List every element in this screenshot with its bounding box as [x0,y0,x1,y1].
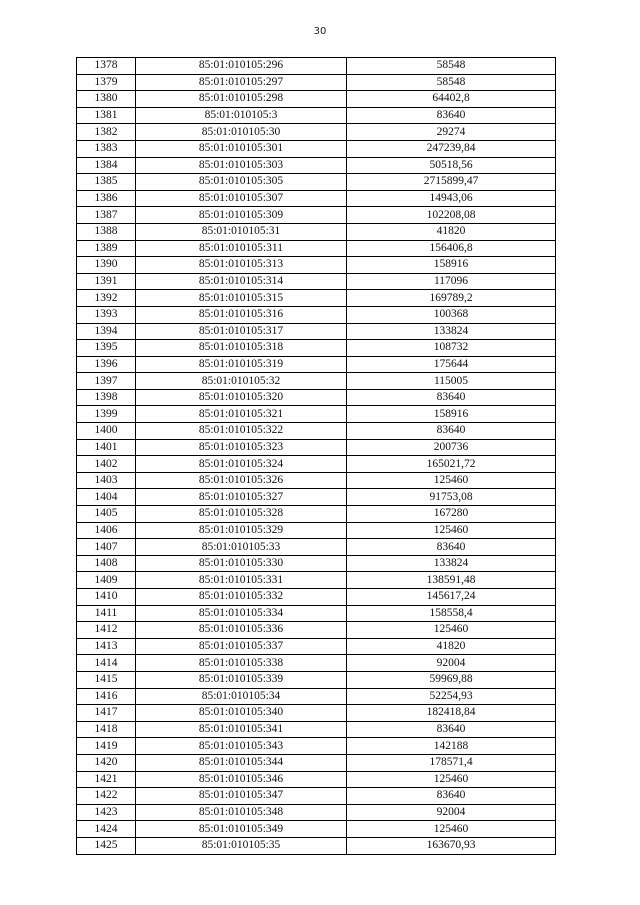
cadastral-number-cell: 85:01:010105:339 [136,671,347,688]
value-cell: 138591,48 [347,572,556,589]
row-number-cell: 1417 [77,705,136,722]
row-number-cell: 1395 [77,340,136,357]
cadastral-number-cell: 85:01:010105:32 [136,373,347,390]
value-cell: 182418,84 [347,705,556,722]
row-number-cell: 1422 [77,788,136,805]
page-number: 30 [313,26,327,37]
cadastral-number-cell: 85:01:010105:322 [136,423,347,440]
row-number-cell: 1397 [77,373,136,390]
row-number-cell: 1390 [77,257,136,274]
row-number-cell: 1378 [77,58,136,75]
value-cell: 108732 [347,340,556,357]
table-row [77,406,556,423]
value-cell: 14943,06 [347,190,556,207]
table-row [77,555,556,572]
row-number-cell: 1406 [77,522,136,539]
row-number-cell: 1402 [77,456,136,473]
value-cell: 83640 [347,721,556,738]
cadastral-number-cell: 85:01:010105:332 [136,589,347,606]
cadastral-number-cell: 85:01:010105:324 [136,456,347,473]
table-row [77,506,556,523]
cadastral-number-cell: 85:01:010105:317 [136,323,347,340]
row-number-cell: 1423 [77,804,136,821]
table-row [77,472,556,489]
value-cell: 200736 [347,439,556,456]
cadastral-number-cell: 85:01:010105:314 [136,273,347,290]
value-cell: 169789,2 [347,290,556,307]
row-number-cell: 1408 [77,555,136,572]
value-cell: 102208,08 [347,207,556,224]
cadastral-number-cell: 85:01:010105:30 [136,124,347,141]
table-row [77,389,556,406]
value-cell: 142188 [347,738,556,755]
row-number-cell: 1391 [77,273,136,290]
row-number-cell: 1386 [77,190,136,207]
cadastral-number-cell: 85:01:010105:297 [136,74,347,91]
cadastral-number-cell: 85:01:010105:298 [136,91,347,108]
table-row [77,456,556,473]
cadastral-number-cell: 85:01:010105:315 [136,290,347,307]
cadastral-number-cell: 85:01:010105:347 [136,788,347,805]
value-cell: 83640 [347,389,556,406]
table-row [77,323,556,340]
row-number-cell: 1415 [77,671,136,688]
row-number-cell: 1410 [77,589,136,606]
row-number-cell: 1425 [77,837,136,854]
value-cell: 2715899,47 [347,174,556,191]
value-cell: 100368 [347,306,556,323]
row-number-cell: 1414 [77,655,136,672]
cadastral-number-cell: 85:01:010105:348 [136,804,347,821]
table-row [77,290,556,307]
table-row [77,257,556,274]
value-cell: 52254,93 [347,688,556,705]
row-number-cell: 1389 [77,240,136,257]
row-number-cell: 1401 [77,439,136,456]
value-cell: 158558,4 [347,605,556,622]
table-row [77,489,556,506]
cadastral-number-cell: 85:01:010105:316 [136,306,347,323]
row-number-cell: 1400 [77,423,136,440]
cadastral-number-cell: 85:01:010105:301 [136,140,347,157]
row-number-cell: 1396 [77,356,136,373]
cadastral-number-cell: 85:01:010105:341 [136,721,347,738]
cadastral-number-cell: 85:01:010105:334 [136,605,347,622]
value-cell: 145617,24 [347,589,556,606]
value-cell: 41820 [347,223,556,240]
value-cell: 133824 [347,555,556,572]
value-cell: 29274 [347,124,556,141]
cadastral-number-cell: 85:01:010105:33 [136,539,347,556]
cadastral-number-cell: 85:01:010105:319 [136,356,347,373]
value-cell: 247239,84 [347,140,556,157]
cadastral-number-cell: 85:01:010105:346 [136,771,347,788]
row-number-cell: 1392 [77,290,136,307]
table-row [77,124,556,141]
cadastral-number-cell: 85:01:010105:296 [136,58,347,75]
table-row [77,190,556,207]
table-row [77,705,556,722]
value-cell: 175644 [347,356,556,373]
row-number-cell: 1403 [77,472,136,489]
row-number-cell: 1388 [77,223,136,240]
value-cell: 133824 [347,323,556,340]
table-row [77,688,556,705]
value-cell: 125460 [347,472,556,489]
value-cell: 59969,88 [347,671,556,688]
table-row [77,340,556,357]
cadastral-number-cell: 85:01:010105:327 [136,489,347,506]
row-number-cell: 1407 [77,539,136,556]
table-row [77,655,556,672]
table-row [77,273,556,290]
value-cell: 178571,4 [347,754,556,771]
cadastral-number-cell: 85:01:010105:318 [136,340,347,357]
table-row [77,423,556,440]
cadastral-number-cell: 85:01:010105:336 [136,622,347,639]
table-row [77,306,556,323]
cadastral-number-cell: 85:01:010105:305 [136,174,347,191]
table-row [77,589,556,606]
table-row [77,754,556,771]
cadastral-number-cell: 85:01:010105:323 [136,439,347,456]
table-row [77,522,556,539]
cadastral-number-cell: 85:01:010105:320 [136,389,347,406]
row-number-cell: 1411 [77,605,136,622]
row-number-cell: 1413 [77,638,136,655]
row-number-cell: 1399 [77,406,136,423]
cadastral-number-cell: 85:01:010105:340 [136,705,347,722]
cadastral-number-cell: 85:01:010105:311 [136,240,347,257]
row-number-cell: 1398 [77,389,136,406]
row-number-cell: 1384 [77,157,136,174]
row-number-cell: 1393 [77,306,136,323]
table-row [77,58,556,75]
value-cell: 125460 [347,771,556,788]
table-row [77,107,556,124]
cadastral-number-cell: 85:01:010105:34 [136,688,347,705]
table-row [77,638,556,655]
value-cell: 58548 [347,74,556,91]
table-row [77,439,556,456]
value-cell: 83640 [347,539,556,556]
table-row [77,837,556,854]
value-cell: 115005 [347,373,556,390]
cadastral-number-cell: 85:01:010105:313 [136,257,347,274]
row-number-cell: 1405 [77,506,136,523]
table-row [77,91,556,108]
cadastral-number-cell: 85:01:010105:309 [136,207,347,224]
cadastral-number-cell: 85:01:010105:349 [136,821,347,838]
value-cell: 64402,8 [347,91,556,108]
cadastral-number-cell: 85:01:010105:326 [136,472,347,489]
value-cell: 125460 [347,622,556,639]
row-number-cell: 1420 [77,754,136,771]
row-number-cell: 1416 [77,688,136,705]
value-cell: 167280 [347,506,556,523]
value-cell: 163670,93 [347,837,556,854]
value-cell: 83640 [347,788,556,805]
row-number-cell: 1419 [77,738,136,755]
table-row [77,788,556,805]
table-row [77,207,556,224]
table-row [77,373,556,390]
table-row [77,804,556,821]
cadastral-number-cell: 85:01:010105:337 [136,638,347,655]
value-cell: 92004 [347,655,556,672]
row-number-cell: 1387 [77,207,136,224]
row-number-cell: 1404 [77,489,136,506]
table-row [77,74,556,91]
table-row [77,572,556,589]
value-cell: 91753,08 [347,489,556,506]
row-number-cell: 1385 [77,174,136,191]
table-row [77,539,556,556]
row-number-cell: 1418 [77,721,136,738]
table-row [77,240,556,257]
cadastral-number-cell: 85:01:010105:321 [136,406,347,423]
value-cell: 41820 [347,638,556,655]
table-row [77,622,556,639]
cadastral-number-cell: 85:01:010105:31 [136,223,347,240]
value-cell: 117096 [347,273,556,290]
cadastral-table [76,57,556,855]
table-row [77,771,556,788]
value-cell: 165021,72 [347,456,556,473]
cadastral-number-cell: 85:01:010105:3 [136,107,347,124]
value-cell: 83640 [347,107,556,124]
cadastral-number-cell: 85:01:010105:343 [136,738,347,755]
table-row [77,721,556,738]
value-cell: 50518,56 [347,157,556,174]
value-cell: 125460 [347,821,556,838]
table-body [77,58,556,855]
table-row [77,140,556,157]
value-cell: 83640 [347,423,556,440]
row-number-cell: 1409 [77,572,136,589]
value-cell: 158916 [347,257,556,274]
table-row [77,738,556,755]
cadastral-number-cell: 85:01:010105:330 [136,555,347,572]
table-row [77,223,556,240]
cadastral-number-cell: 85:01:010105:344 [136,754,347,771]
cadastral-number-cell: 85:01:010105:331 [136,572,347,589]
row-number-cell: 1382 [77,124,136,141]
row-number-cell: 1380 [77,91,136,108]
cadastral-number-cell: 85:01:010105:328 [136,506,347,523]
cadastral-number-cell: 85:01:010105:303 [136,157,347,174]
cadastral-number-cell: 85:01:010105:35 [136,837,347,854]
value-cell: 58548 [347,58,556,75]
table-row [77,356,556,373]
row-number-cell: 1412 [77,622,136,639]
row-number-cell: 1383 [77,140,136,157]
row-number-cell: 1379 [77,74,136,91]
row-number-cell: 1381 [77,107,136,124]
cadastral-number-cell: 85:01:010105:307 [136,190,347,207]
table-row [77,157,556,174]
table-row [77,821,556,838]
row-number-cell: 1394 [77,323,136,340]
row-number-cell: 1421 [77,771,136,788]
table-row [77,174,556,191]
table-row [77,671,556,688]
value-cell: 125460 [347,522,556,539]
value-cell: 92004 [347,804,556,821]
row-number-cell: 1424 [77,821,136,838]
table-row [77,605,556,622]
cadastral-number-cell: 85:01:010105:329 [136,522,347,539]
cadastral-number-cell: 85:01:010105:338 [136,655,347,672]
value-cell: 156406,8 [347,240,556,257]
value-cell: 158916 [347,406,556,423]
